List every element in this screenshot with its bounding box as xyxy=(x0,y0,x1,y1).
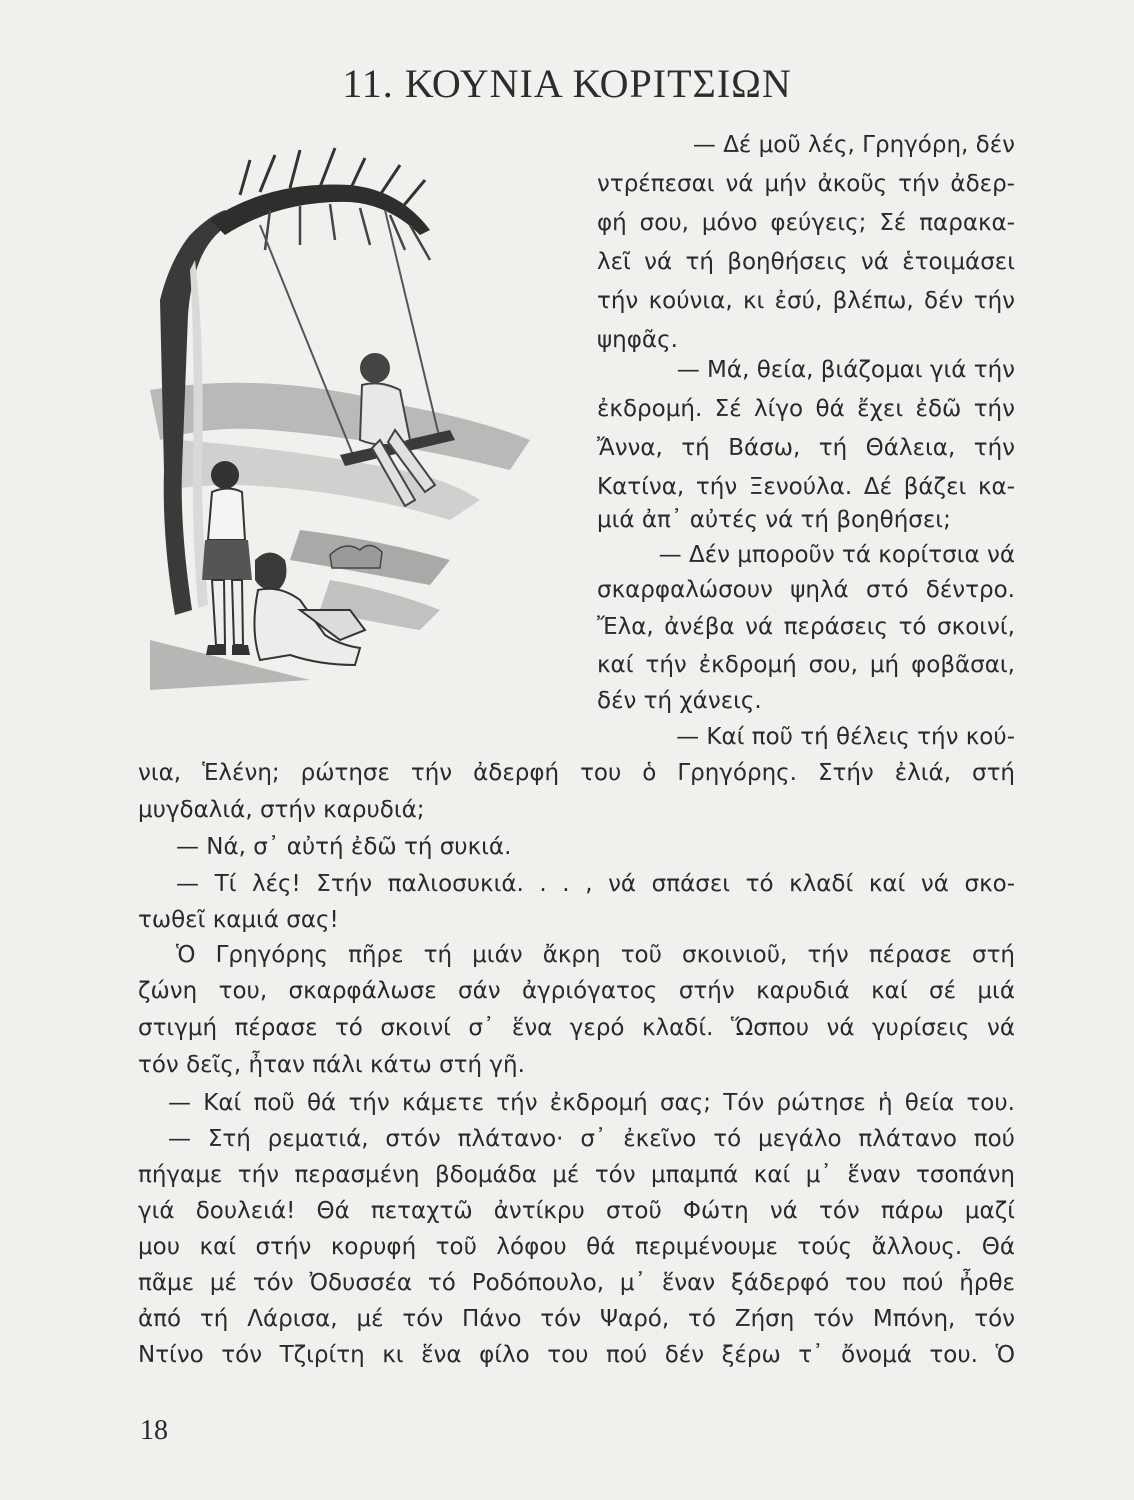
text-line: ζώνη του, σκαρφάλωσε σάν ἀγριόγατος στήν καρυδιά καί σέ μιά xyxy=(138,978,1015,1004)
text-line: φή σου, μόνο φεύγεις; Σέ παρακα- xyxy=(597,210,1015,236)
text-line: ἐκδρομή. Σέ λίγο θά ἔχει ἐδῶ τήν xyxy=(597,396,1015,422)
text-line: τόν δεῖς, ἦταν πάλι κάτω στή γῆ. xyxy=(138,1052,525,1078)
text-line: — Νά, σ᾽ αὐτή ἐδῶ τή συκιά. xyxy=(176,834,512,860)
text-line: Κατίνα, τήν Ξενούλα. Δέ βάζει κα- xyxy=(597,474,1015,500)
text-line: — Καί ποῦ τή θέλεις τήν κού- xyxy=(676,724,1015,750)
tree-swing-illustration xyxy=(150,140,570,690)
text-line: νια, Ἑλένη; ρώτησε τήν ἀδερφή του ὁ Γρηγόρης. Στήν ἐλιά, στή xyxy=(138,760,1015,786)
page-number: 18 xyxy=(140,1415,168,1446)
text-line: — Δέν μποροῦν τά κορίτσια νά xyxy=(658,542,1015,568)
text-line: — Δέ μοῦ λές, Γρηγόρη, δέν xyxy=(692,132,1015,158)
text-line: σκαρφαλώσουν ψηλά στό δέντρο. xyxy=(597,577,1015,603)
text-line: γιά δουλειά! Θά πεταχτῶ ἀντίκρυ στοῦ Φώτη νά τόν πάρω μαζί xyxy=(138,1198,1015,1224)
text-line: — Καί ποῦ θά τήν κάμετε τήν ἐκδρομή σας; Τόν ρώτησε ἡ θεία του. xyxy=(168,1090,1015,1116)
text-line: Ντίνο τόν Τζιρίτη κι ἕνα φίλο του πού δέν ξέρω τ᾽ ὄνομά του. Ὁ xyxy=(138,1342,1015,1368)
text-line: Ὁ Γρηγόρης πῆρε τή μιάν ἄκρη τοῦ σκοινιοῦ, τήν πέρασε στή xyxy=(176,942,1015,968)
text-line: καί τήν ἐκδρομή σου, μή φοβᾶσαι, xyxy=(597,652,1015,678)
page-title: 11. ΚΟΥΝΙΑ ΚΟΡΙΤΣΙΩΝ xyxy=(342,61,792,106)
text-line: πᾶμε μέ τόν Ὀδυσσέα τό Ροδόπουλο, μ᾽ ἕναν ξάδερφό του πού ἦρθε xyxy=(138,1270,1015,1296)
text-line: μιά ἀπ᾽ αὐτές νά τή βοηθήσει; xyxy=(597,507,951,533)
text-line: — Τί λές! Στήν παλιοσυκιά. . . , νά σπάσει τό κλαδί καί νά σκο- xyxy=(176,871,1015,897)
text-line: πήγαμε τήν περασμένη βδομάδα μέ τόν μπαμπά καί μ᾽ ἕναν τσοπάνη xyxy=(138,1162,1015,1188)
text-line: τήν κούνια, κι ἐσύ, βλέπω, δέν τήν xyxy=(597,288,1015,314)
text-line: — Στή ρεματιά, στόν πλάτανο· σ᾽ ἐκεῖνο τό μεγάλο πλάτανο πού xyxy=(168,1126,1015,1152)
text-line: μυγδαλιά, στήν καρυδιά; xyxy=(138,797,425,823)
text-line: λεῖ νά τή βοηθήσεις νά ἑτοιμάσει xyxy=(597,249,1015,275)
text-line: τωθεῖ καμιά σας! xyxy=(138,907,339,933)
text-line: ἀπό τή Λάρισα, μέ τόν Πάνο τόν Ψαρό, τό Ζήση τόν Μπόνη, τόν xyxy=(138,1306,1015,1332)
text-line: στιγμή πέρασε τό σκοινί σ᾽ ἕνα γερό κλαδί. Ὥσπου νά γυρίσεις νά xyxy=(138,1015,1015,1041)
text-line: ντρέπεσαι νά μήν ἀκοῦς τήν ἀδερ- xyxy=(597,171,1015,197)
text-line: Ἄννα, τή Βάσω, τή Θάλεια, τήν xyxy=(597,435,1015,461)
text-line: δέν τή χάνεις. xyxy=(597,688,762,714)
text-line: ψηφᾶς. xyxy=(597,327,678,353)
text-line: μου καί στήν κορυφή τοῦ λόφου θά περιμένουμε τούς ἄλλους. Θά xyxy=(138,1234,1015,1260)
text-line: Ἔλα, ἀνέβα νά περάσεις τό σκοινί, xyxy=(597,614,1015,640)
text-line: — Μά, θεία, βιάζομαι γιά τήν xyxy=(676,357,1015,383)
